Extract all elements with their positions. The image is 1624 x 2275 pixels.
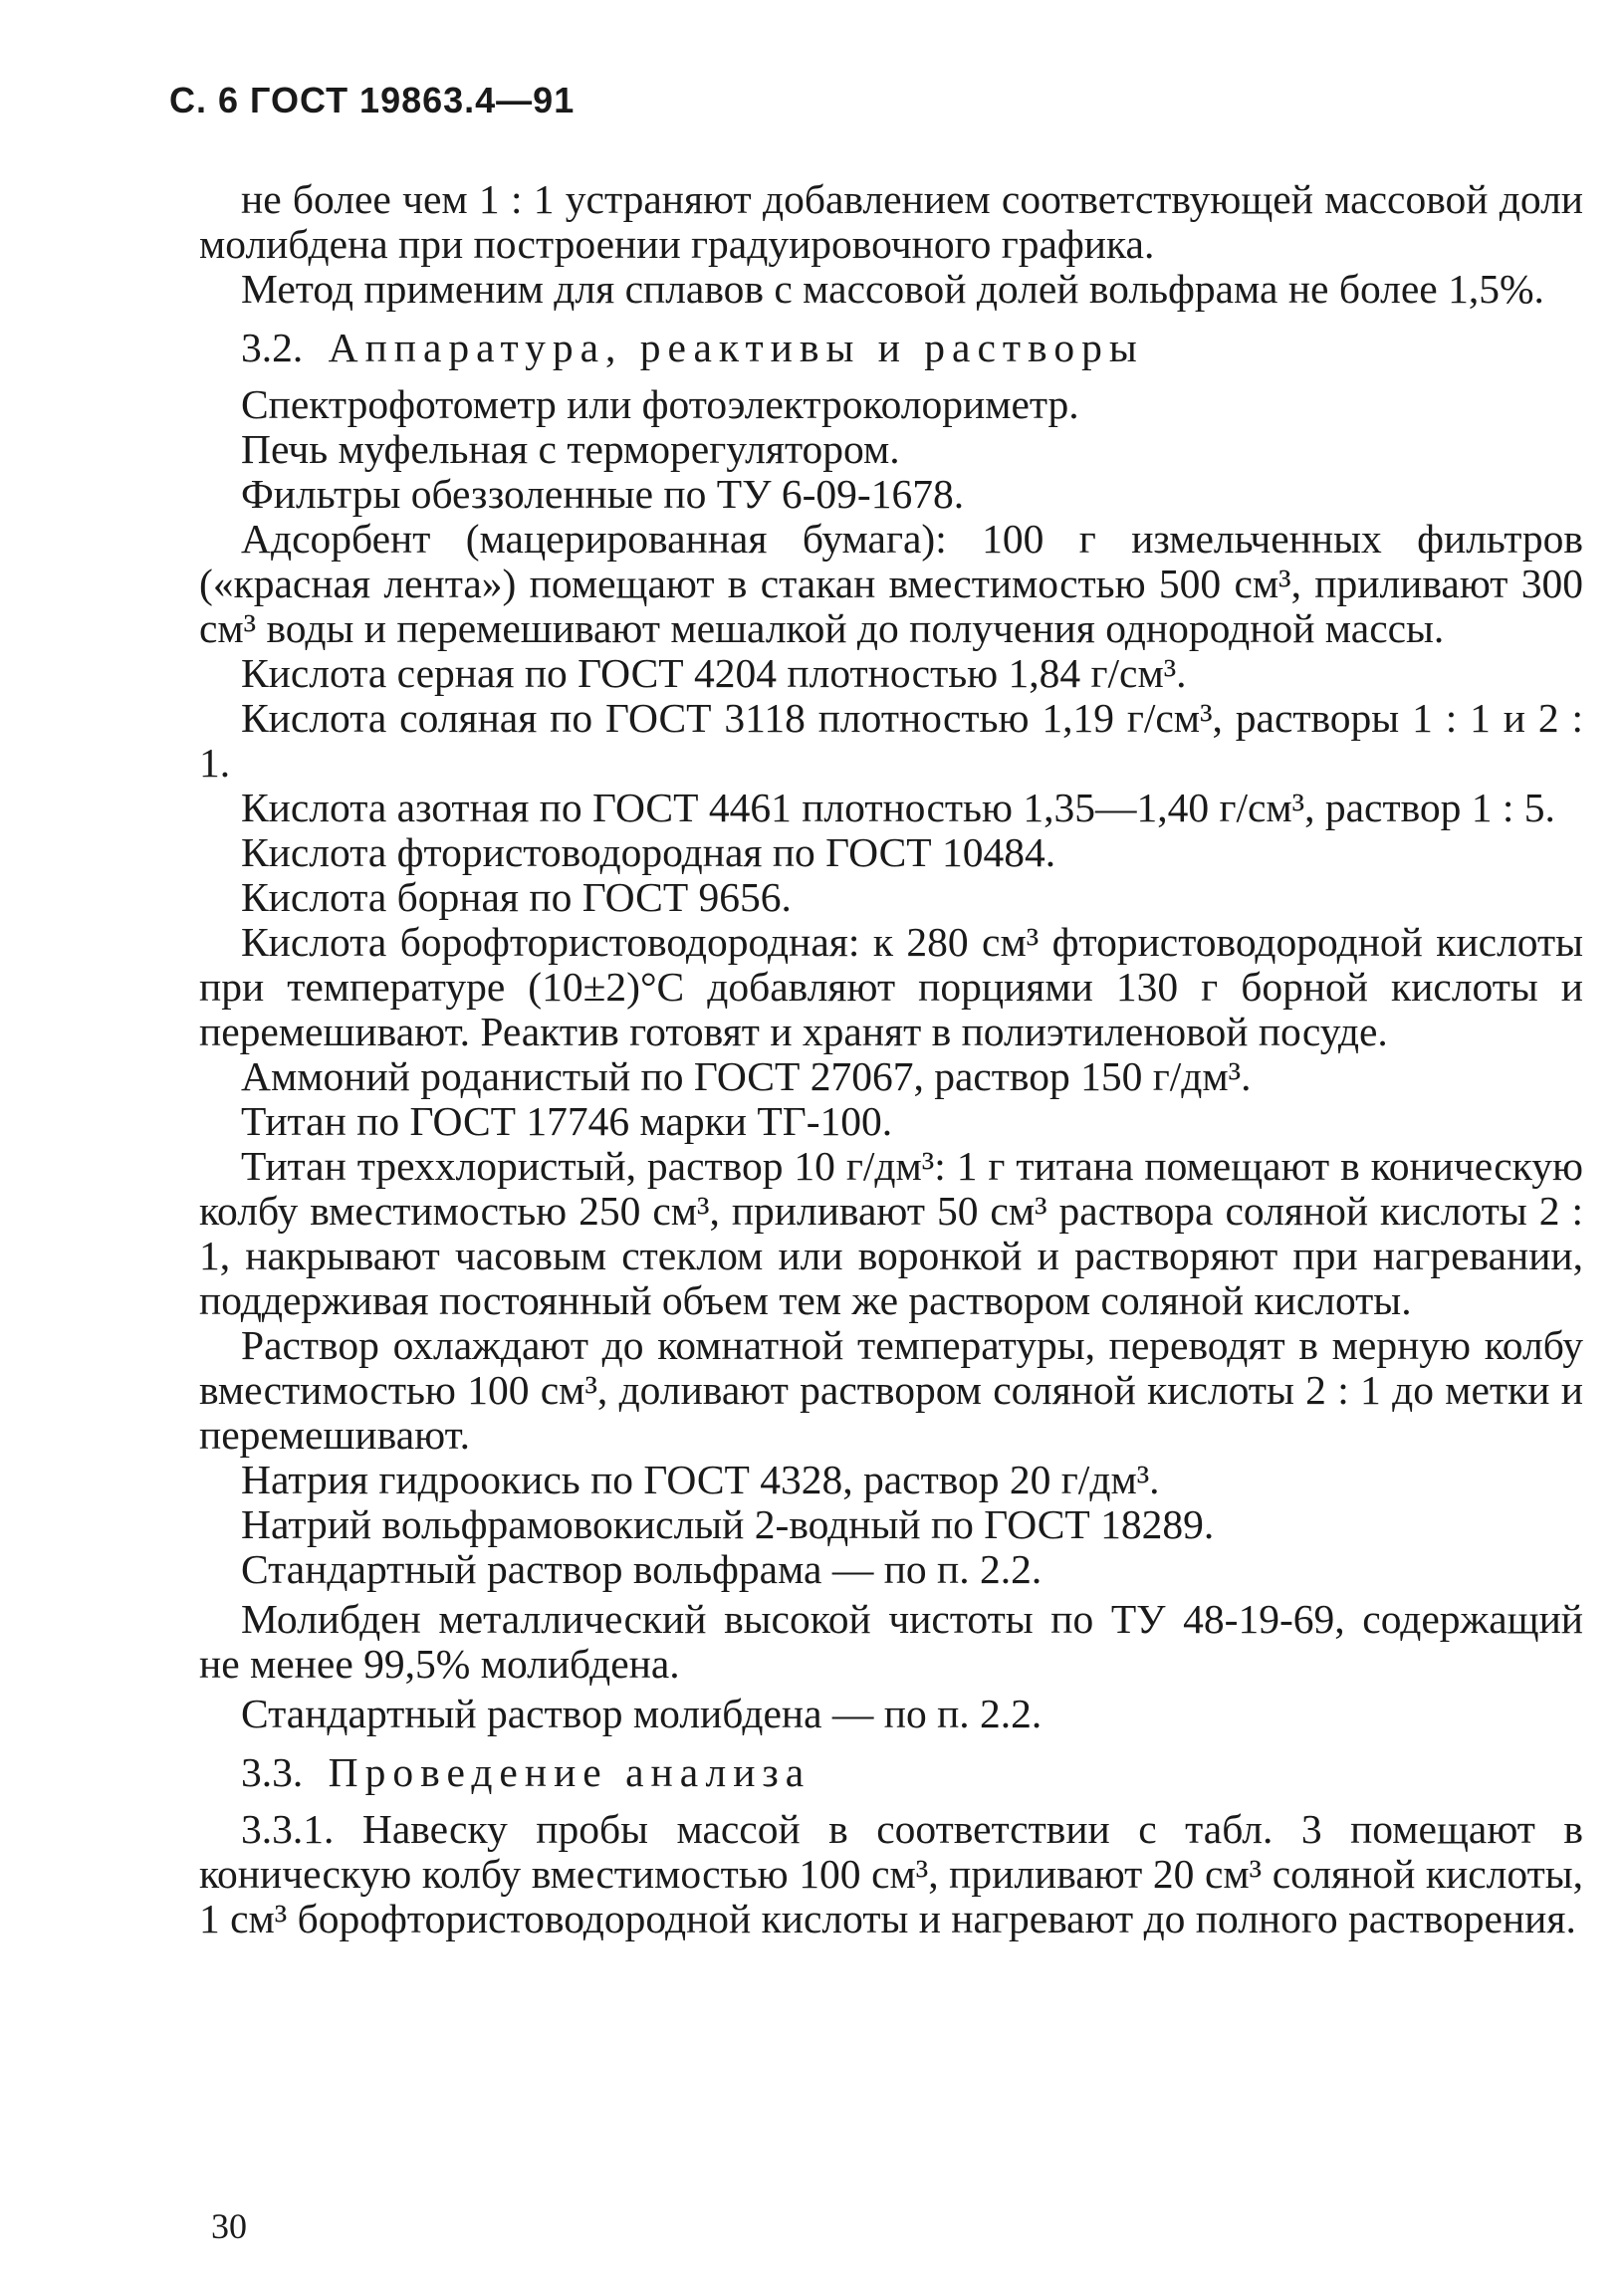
paragraph: Титан по ГОСТ 17746 марки ТГ-100. [241, 1098, 893, 1144]
section-heading [199, 1750, 1583, 1795]
page-number: 30 [211, 2206, 247, 2246]
paragraph: Печь муфельная с терморегулятором. [241, 426, 900, 472]
paragraph: 3.3.1. Навеску пробы массой в соответствии с табл. 3 помещают в коническую колбу вместимостью 100 см³, приливают 20 см³ соляной кислоты, 1 см³ борофтористоводородной кислоты и нагревают до полного растворения. [199, 1806, 1583, 1941]
paragraph: Кислота соляная по ГОСТ 3118 плотностью 1,19 г/см³, растворы 1 : 1 и 2 : 1. [199, 695, 1583, 786]
section-title: Проведение анализа [328, 1749, 812, 1795]
paragraph: Натрия гидроокись по ГОСТ 4328, раствор 20 г/дм³. [241, 1457, 1160, 1502]
paragraph: Кислота борная по ГОСТ 9656. [241, 874, 792, 920]
paragraph: Фильтры обеззоленные по ТУ 6-09-1678. [241, 471, 965, 517]
paragraph: Адсорбент (мацерированная бумага): 100 г измельченных фильтров («красная лента») помещают в стакан вместимостью 500 см³, приливают 300 см³ воды и перемешивают мешалкой до получения однородной массы. [199, 516, 1583, 651]
section-number: 3.3. [241, 1749, 304, 1795]
paragraph: Стандартный раствор молибдена — по п. 2.2. [241, 1691, 1043, 1736]
paragraph: Молибден металлический высокой чистоты по ТУ 48-19-69, содержащий не менее 99,5% молибдена. [199, 1596, 1583, 1687]
paragraph: Аммоний роданистый по ГОСТ 27067, раствор 150 г/дм³. [241, 1053, 1252, 1099]
paragraph: Кислота азотная по ГОСТ 4461 плотностью 1,35—1,40 г/см³, раствор 1 : 5. [241, 785, 1555, 830]
paragraph: Стандартный раствор вольфрама — по п. 2.2. [241, 1546, 1043, 1592]
paragraph: Раствор охлаждают до комнатной температуры, переводят в мерную колбу вместимостью 100 см³, доливают раствором соляной кислоты 2 : 1 до метки и перемешивают. [199, 1322, 1583, 1458]
section-number: 3.2. [241, 325, 304, 370]
paragraph: Кислота фтористоводородная по ГОСТ 10484. [241, 829, 1056, 875]
document-body [199, 177, 1583, 1941]
paragraph: не более чем 1 : 1 устраняют добавлением соответствующей массовой доли молибдена при построении градуировочного графика. [199, 176, 1583, 267]
paragraph: Кислота серная по ГОСТ 4204 плотностью 1,84 г/см³. [241, 650, 1187, 696]
section-title: Аппаратура, реактивы и растворы [328, 325, 1144, 370]
paragraph: Натрий вольфрамовокислый 2-водный по ГОСТ 18289. [241, 1501, 1215, 1547]
paragraph: Кислота борофтористоводородная: к 280 см³ фтористоводородной кислоты при температуре (10±2)°С добавляют порциями 130 г борной кислоты и перемешивают. Реактив готовят и хранят в полиэтиленовой посуде. [199, 919, 1583, 1054]
paragraph: Спектрофотометр или фотоэлектроколориметр. [241, 381, 1079, 427]
paragraph: Титан треххлористый, раствор 10 г/дм³: 1 г титана помещают в коническую колбу вместимостью 250 см³, приливают 50 см³ раствора соляной кислоты 2 : 1, накрывают часовым стеклом или воронкой и растворяют при нагревании, поддерживая постоянный объем тем же раствором соляной кислоты. [199, 1143, 1583, 1323]
paragraph: Метод применим для сплавов с массовой долей вольфрама не более 1,5%. [241, 266, 1544, 312]
running-head: С. 6 ГОСТ 19863.4—91 [169, 80, 576, 120]
section-heading [199, 326, 1583, 370]
